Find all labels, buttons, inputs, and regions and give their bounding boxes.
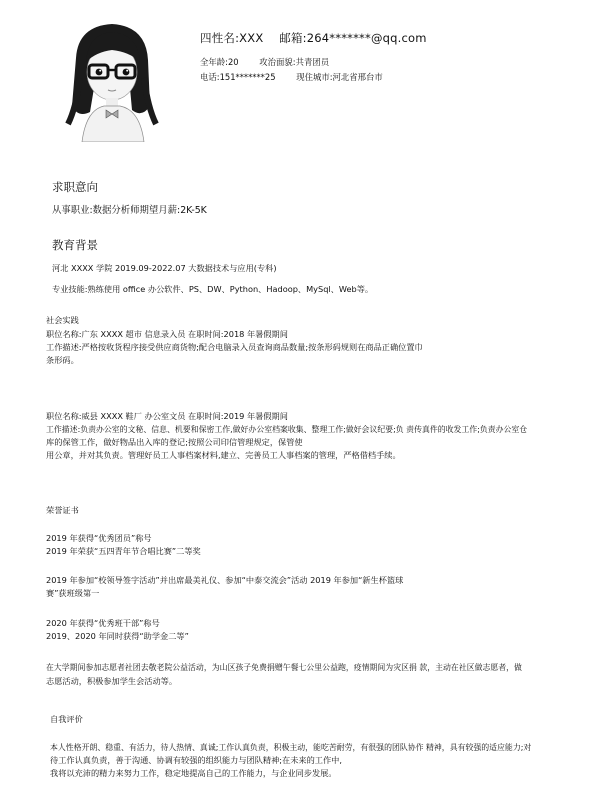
honor-item: 2019 年荣获“五四青年节合唱比赛”二等奖 (46, 546, 201, 556)
practice-job2-desc-line-3: 用公章，并对其负责。管理好员工人事档案材料,建立、完善员工人事档案的管理，严格借档手续。 (46, 450, 401, 460)
honor-item: 2019、2020 年同时获得“助学金二等” (46, 631, 189, 641)
practice-job2-title-line: 职位名称:威县 XXXX 鞋厂 办公室文员 在职时间:2019 年暑假期间 (46, 411, 288, 421)
volunteer-line-2: 志愿活动，积极参加学生会活动等。 (46, 676, 178, 686)
education-school-line: 河北 XXXX 学院 2019.09-2022.07 大数据技术与应用(专科) (52, 263, 277, 273)
self-eval-line-3: 我将以充沛的精力来努力工作，稳定地提高自己的工作能力，与企业同步发展。 (50, 768, 337, 778)
avatar (58, 18, 164, 142)
honor-item: 赛”获班级第一 (46, 588, 100, 598)
practice-job2-desc-line-2: 库的保管工作，做好物品出入库的登记;按照公司印信管理规定，保管使 (46, 437, 303, 447)
header-line-age (200, 56, 347, 68)
self-eval-line-2: 待工作认真负责，善于沟通、协调有较强的组织能力与团队精神;在未来的工作中, (50, 755, 342, 765)
practice-job1-desc-line: 工作描述:严格按收货程序接受供应商货物;配合电脑录入员查询商品数量;按条形码规则在商品正确位置巾 (46, 342, 423, 352)
education-skills-line: 专业技能:熟练使用 office 办公软件、PS、DW、Python、Hadoop、MySql、Web等。 (52, 284, 374, 294)
email-text: 邮箱:264*******@qq.com (279, 31, 427, 45)
honor-item: 2019 年获得“优秀团员”称号 (46, 533, 152, 543)
honor-item: 2020 年获得“优秀班干部”称号 (46, 618, 160, 628)
political-status-text: 攻治面貌:共青团员 (259, 57, 330, 67)
self-eval-title: 自我评价 (50, 714, 83, 724)
job-intent-text: 从事职业:数据分析师期望月薪:2K-5K (52, 205, 207, 216)
name-text: 四性名:XXX (200, 31, 264, 45)
self-eval-line: 本人性格开朗、稳重、有活力，待人热情、真诚;工作认真负责，积极主动，能吃苦耐劳，有很强的团队协作 精神，具有较强的适应能力;对 (50, 743, 532, 752)
current-city-text: 现住城市:河北省邢台市 (296, 72, 383, 82)
honor-item: 2019 年参加“校领导签字活动”并出席最美礼仪、参加“中泰交流会”活动 2019 年参加“新生杯篮球 (46, 575, 404, 585)
practice-job1-title-line: 职位名称:广东 XXXX 超市 信息录入员 在职时间:2018 年暑假期间 (46, 329, 288, 339)
volunteer-line: 在大学期间参加志愿者社团去敬老院公益活动，为山区孩子免费捐赠午餐七公里公益跑，疫情期间为灾区捐 款，主动在社区做志愿者，做 (46, 663, 522, 672)
practice-job1-desc-line-2: 条形码。 (46, 355, 79, 365)
header-main-line (200, 30, 439, 46)
honors-title: 荣誉证书 (46, 505, 79, 515)
age-text: 全年龄:20 (200, 57, 239, 67)
education-title: 教育背景 (52, 238, 98, 252)
job-intent-title: 求职意向 (52, 180, 98, 194)
practice-job2-desc-line: 工作描述:负责办公室的文秘、信息、机要和保密工作,做好办公室档案收集、整理工作;做好会议纪要;负 责传真件的收发工作;负责办公室仓 (46, 425, 528, 434)
header-line-phone (200, 71, 401, 83)
practice-title: 社会实践 (46, 315, 79, 325)
phone-text: 电话:151*******25 (200, 72, 276, 82)
